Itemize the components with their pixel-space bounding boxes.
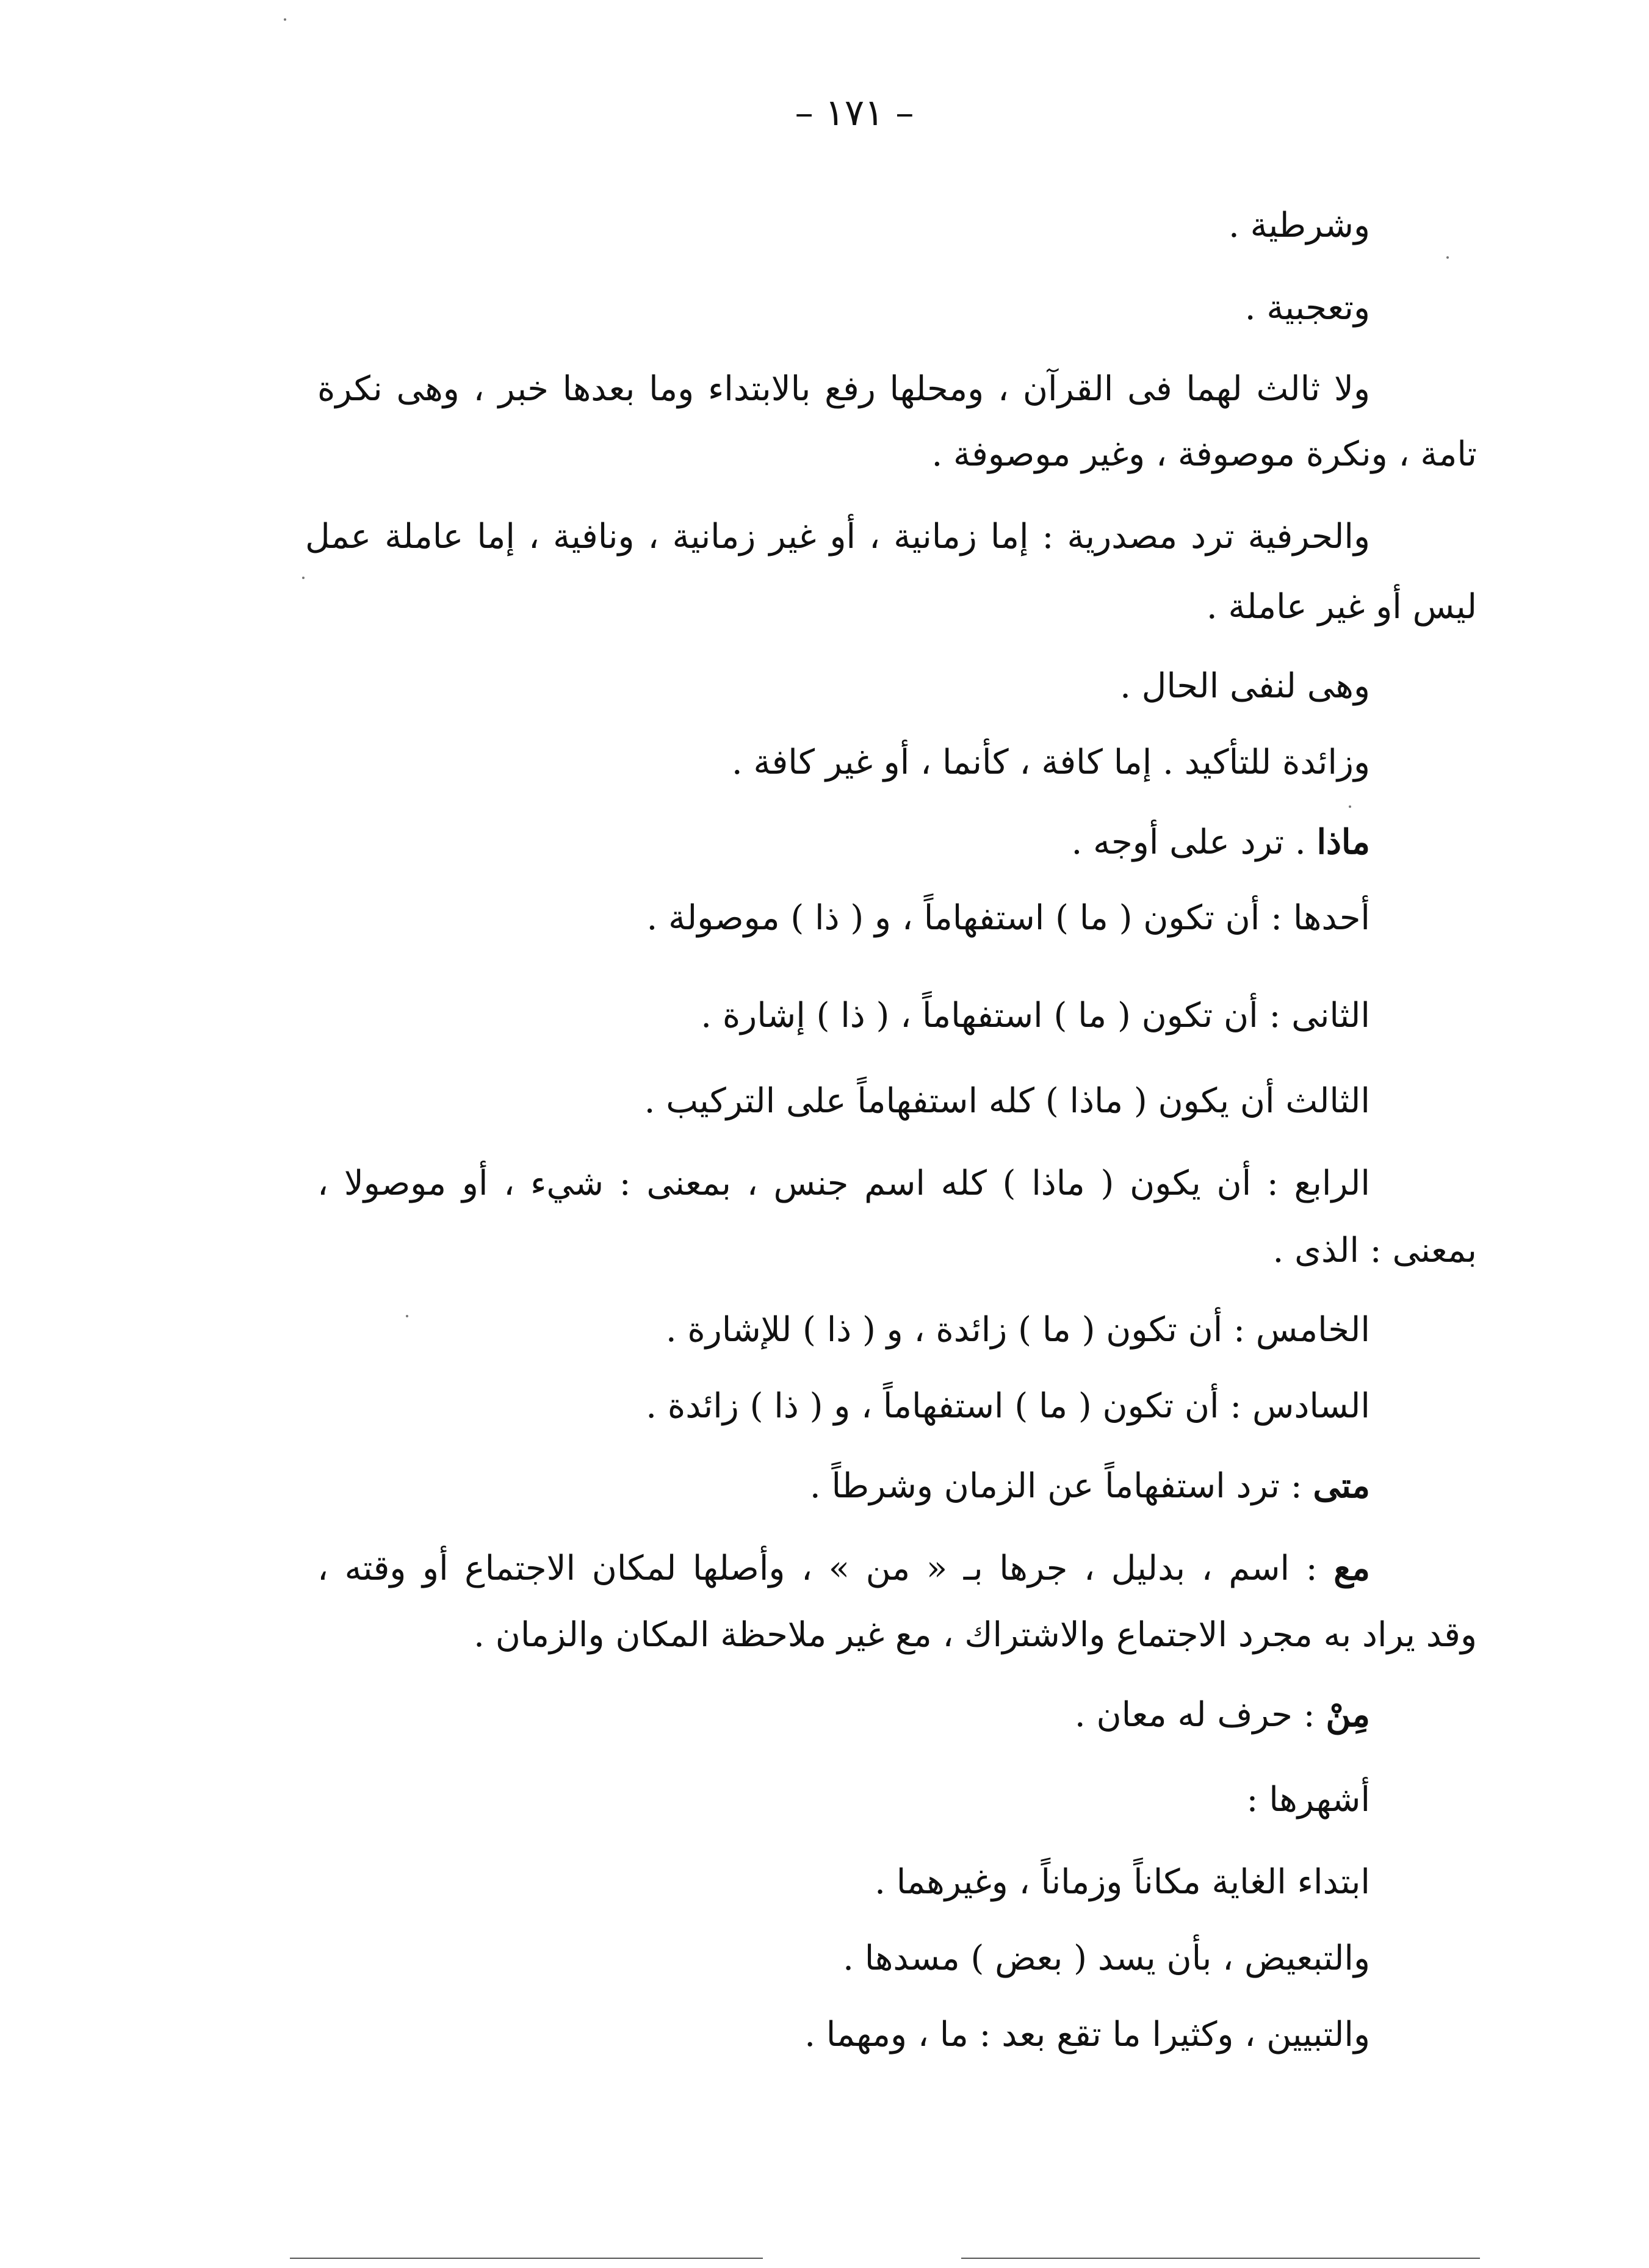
scan-speck (1349, 805, 1351, 808)
text-line (1247, 1776, 1370, 1824)
line-text: : اسم ، بدليل ، جرها بـ « من » ، وأصلها لمكان الاجتماع أو وقته ، (317, 1549, 1334, 1588)
line-text: أحدها : أن تكون ( ما ) استفهاماً ، و ( ذا ) موصولة . (646, 898, 1370, 938)
text-line (317, 1159, 1370, 1208)
line-text: الخامس : أن تكون ( ما ) زائدة ، و ( ذا ) للإشارة . (665, 1310, 1370, 1350)
line-text: : ترد استفهاماً عن الزمان وشرطاً . (809, 1466, 1313, 1506)
line-text: والتبعيض ، بأن يسد ( بعض ) مسدها . (843, 1939, 1370, 1978)
scan-speck (284, 18, 286, 21)
line-text: تامة ، ونكرة موصوفة ، وغير موصوفة . (931, 434, 1477, 474)
text-line (644, 1077, 1370, 1126)
line-text: ابتداء الغاية مكاناً وزماناً ، وغيرهما . (875, 1862, 1370, 1902)
line-text: والتبيين ، وكثيرا ما تقع بعد : ما ، ومهما . (804, 2015, 1370, 2054)
line-text: وقد يراد به مجرد الاجتماع والاشتراك ، مع غير ملاحظة المكان والزمان . (474, 1615, 1477, 1655)
line-text: ولا ثالث لهما فى القرآن ، ومحلها رفع بالابتداء وما بعدها خبر ، وهى نكرة (317, 369, 1370, 409)
line-text: وتعجبية . (1244, 288, 1370, 328)
text-line (305, 513, 1370, 561)
scan-speck (406, 1315, 408, 1317)
line-text: وزائدة للتأكيد . إما كافة ، كأنما ، أو غير كافة . (731, 743, 1370, 782)
text-line (1273, 1226, 1477, 1275)
text-line (810, 1461, 1370, 1511)
entry-term: ماذا (1316, 822, 1370, 862)
text-line (647, 894, 1371, 943)
line-text: ليس أو غير عاملة . (1206, 587, 1477, 627)
text-line (1245, 284, 1370, 333)
footer-rule (961, 2258, 1480, 2259)
text-line (474, 1611, 1477, 1660)
text-line (666, 1306, 1370, 1355)
line-text: الثالث أن يكون ( ماذا ) كله استفهاماً على التركيب . (644, 1081, 1370, 1121)
entry-term: متى (1313, 1466, 1370, 1506)
text-line (875, 1858, 1370, 1907)
text-line (1075, 1690, 1370, 1740)
line-text: : حرف له معان . (1074, 1695, 1326, 1735)
line-text: السادس : أن تكون ( ما ) استفهاماً ، و ( ذا ) زائدة . (646, 1386, 1370, 1426)
line-text: وهى لنفى الحال . (1120, 666, 1370, 706)
line-text: الثانى : أن تكون ( ما ) استفهاماً ، ( ذا ) إشارة . (701, 996, 1370, 1035)
page-number: – ١٧١ – (795, 92, 914, 134)
entry-term: مِنْ (1326, 1694, 1370, 1735)
text-line (1229, 201, 1370, 250)
text-line (1207, 583, 1477, 632)
scan-speck (1446, 256, 1449, 259)
text-line (1120, 662, 1370, 711)
text-line (646, 1382, 1370, 1431)
entry-term: مع (1333, 1548, 1370, 1588)
scan-speck (302, 577, 305, 579)
footer-rule (290, 2258, 763, 2259)
line-text: أشهرها : (1246, 1780, 1370, 1820)
line-text: بمعنى : الذى . (1272, 1231, 1477, 1270)
line-text: والحرفية ترد مصدرية : إما زمانية ، أو غير زمانية ، ونافية ، إما عاملة عمل (305, 517, 1370, 556)
line-text: . ترد على أوجه . (1071, 823, 1317, 862)
text-line (317, 1544, 1370, 1593)
text-line (804, 2011, 1370, 2059)
text-line (701, 992, 1370, 1040)
text-line (931, 430, 1477, 479)
text-line (843, 1934, 1370, 1983)
text-line (317, 365, 1370, 414)
text-line (1072, 818, 1370, 867)
line-text: الرابع : أن يكون ( ماذا ) كله اسم جنس ، بمعنى : شيء ، أو موصولا ، (317, 1164, 1370, 1203)
text-line (732, 738, 1370, 787)
line-text: وشرطية . (1229, 206, 1370, 245)
